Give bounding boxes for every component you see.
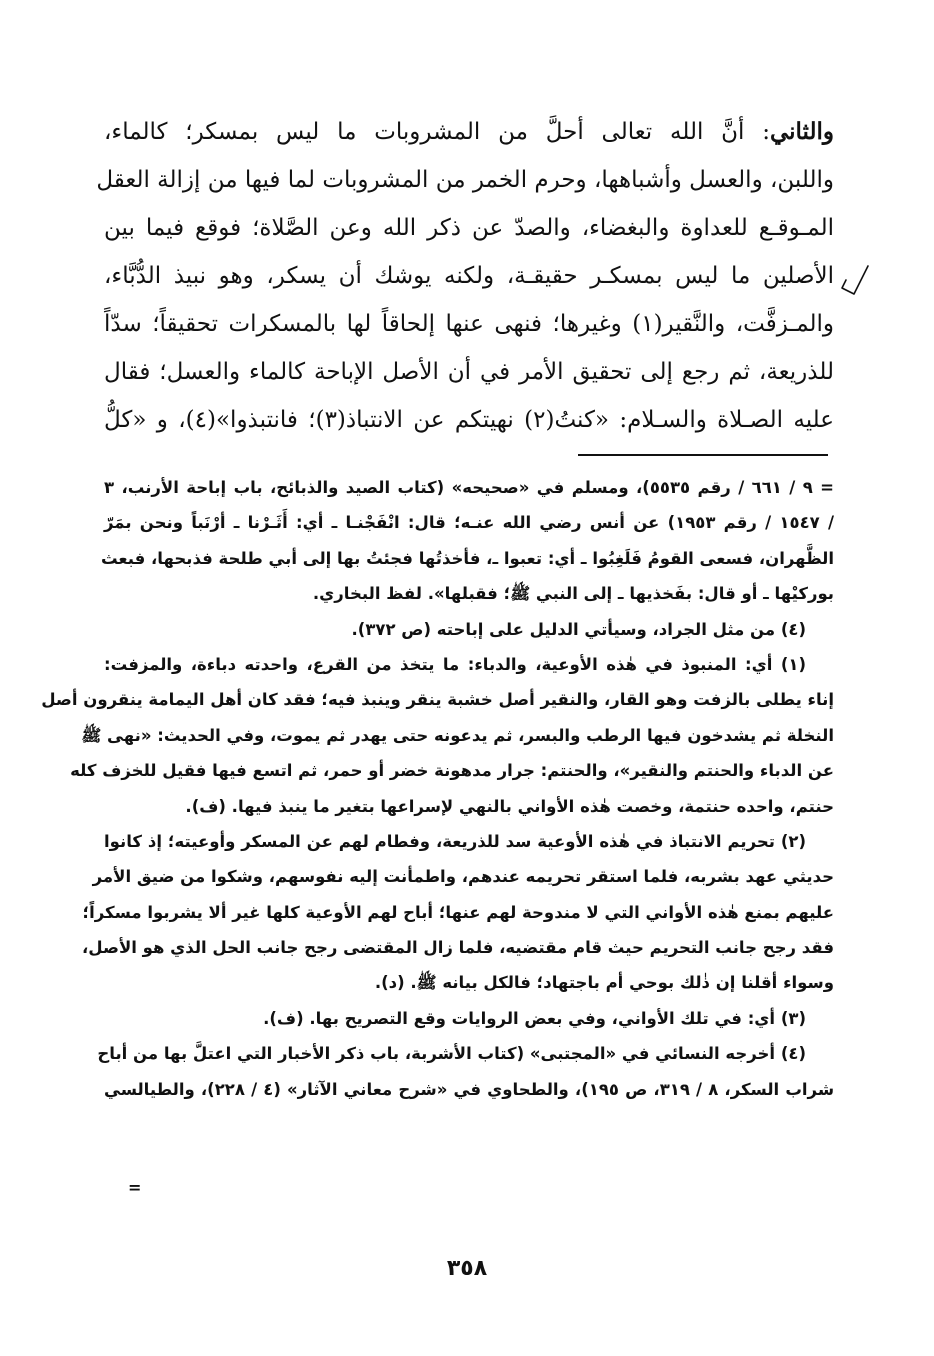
main-text-line: واللبن، والعسل وأشباهها، وحرم الخمر من المشروبات لما فيها من إزالة العقل [96,167,834,193]
footnote-line: النخلة ثم يشدخون فيها الرطب والبسر، ثم يدعونه حتى يهدر ثم يموت، وفي الحديث: «نهى ﷺ [81,725,834,745]
main-text-line: للذريعة، ثم رجع إلى تحقيق الأمر في أن الأصل الإباحة كالماء والعسل؛ فقال [104,359,834,385]
main-text-line: الأصلين ما ليس بمسكـر حقيقـة، ولكنه يوشك أن يسكر، وهو نبيذ الدُّبَّاء، [104,263,834,289]
page-number: ٣٥٨ [446,1256,488,1281]
footnote-line: بوركيْها ـ أو قال: بفَخذيها ـ إلى النبي ﷺ؛ فقبلها». لفظ البخاري. [312,584,834,604]
footnote-line: (٢) تحريم الانتباذ في هٰذه الأوعية سد للذريعة، وفطام لهم عن المسكر وأوعيته؛ إذ كانوا [104,831,806,851]
main-text-line: والمـزفَّت، والنَّقير(١) وغيرها؛ فنهى عنها إلحاقاً لها بالمسكرات تحقيقاً؛ سدّاً [104,311,834,337]
footnotes [41,470,835,1107]
lead-word: والثاني [769,118,834,145]
footnote-line: إناء يطلى بالزفت وهو القار، والنقير أصل خشبة ينقر وينبذ فيه؛ فقد كان أهل اليمامة ينقرون أصل [41,690,834,710]
footnote-line: (٤) من مثل الجراد، وسيأتي الدليل على إباحته (ص ٣٧٢). [351,619,806,639]
footnote-line: (٤) أخرجه النسائي في «المجتبى» (كتاب الأشربة، باب ذكر الأخبار التي اعتلَّ بها من أباح [97,1044,806,1064]
footnote-line: وسواء أقلنا إن ذٰلك بوحي أم باجتهاد؛ فالكل بيانه ﷺ. (د). [374,973,834,993]
main-text-line: المـوقـع للعداوة والبغضاء، والصدّ عن ذكر الله وعن الصَّلاة؛ فوقع فيما بين [104,215,834,241]
main-text [96,108,834,444]
main-text-line [104,108,834,156]
footnote-line: عليهم بمنع هٰذه الأواني التي لا مندوحة لهم عنها؛ أباح لهم الأوعية كلها غير ألا يشربوا مسكراً؛ [82,902,834,922]
footnote-line: = ٩ / ٦٦١ / رقم ٥٥٣٥)، ومسلم في «صحيحه» (كتاب الصيد والذبائح، باب إباحة الأرنب، ٣ [104,478,834,497]
footnote-line: فقد رجح جانب التحريم حيث قام مقتضيه، فلما زال المقتضى رجح جانب الحل الذي هو الأصل، [82,938,834,958]
footnote-line: شراب السكر، ٨ / ٣١٩، ص ١٩٥)، والطحاوي في «شرح معاني الآثار» (٤ / ٢٢٨)، والطيالسي [104,1079,835,1099]
footnote-line: حديثي عهد بشربه، فلما استقر تحريمه عندهم، واطمأنت إليه نفوسهم، وشكوا من ضيق الأمر [92,867,834,887]
footnote-line: (١) أي: المنبوذ في هٰذه الأوعية، والدباء: ما يتخذ من القرع، واحدته دباءة، والمزفت: [104,654,806,674]
main-text-line-content: : أنَّ الله تعالى أحلَّ من المشروبات ما ليس بمسكر؛ كالماء، [104,119,770,145]
margin-check-mark [838,262,872,302]
footnote-line: حنتم، واحده حنتمة، وخصت هٰذه الأواني بالنهي لإسراعها بتغير ما ينبذ فيها. (ف). [185,796,834,816]
main-text-line: عليه الصـلاة والسـلام: «كنتُ(٢) نهيتكم عن الانتباذ(٣)؛ فانتبذوا»(٤)، و «كلُّ [104,407,834,433]
footnote-divider [578,454,828,456]
footnote-line: عن الدباء والحنتم والنقير»، والحنتم: جرار مدهونة خضر أو حمر، ثم اتسع فيها فقيل للخزف كله [70,761,834,781]
footnote-line: / ١٥٤٧ / رقم ١٩٥٣) عن أنس رضي الله عنـه؛ قال: انْفَجْنـا ـ أي: أَثَـرْنا ـ أرْنَباً ونحن بمَرّ [104,513,834,533]
footnote-line: (٣) أي: في تلك الأواني، وفي بعض الروايات وقع التصريح بها. (ف). [263,1008,806,1028]
continuation-mark: = [128,1178,142,1197]
footnote-line: الظَّهران، فسعى القومُ فَلَغِبُوا ـ أي: تعبوا ـ، فأخذتُها فجئتُ بها إلى أبي طلحة فذبحها، فبعث [100,548,834,568]
